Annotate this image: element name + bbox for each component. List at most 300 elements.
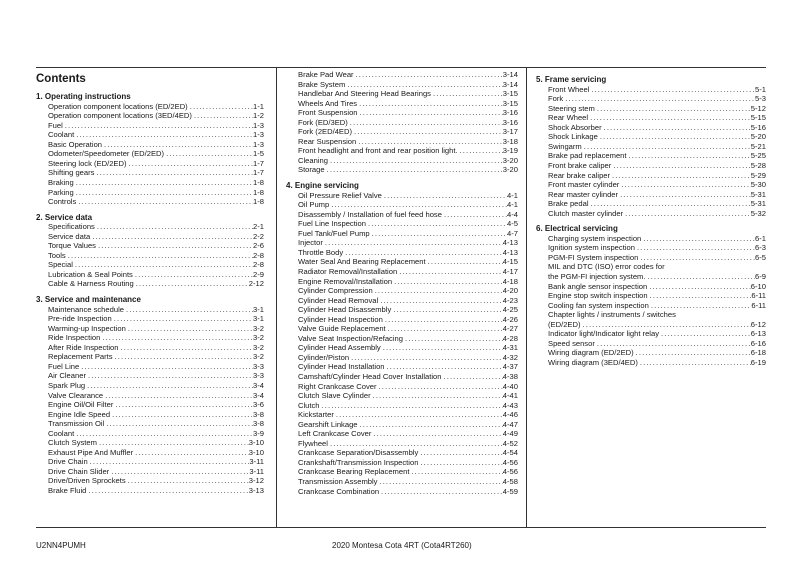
- toc-entry[interactable]: [548, 339, 766, 349]
- dot-leader: [126, 324, 253, 334]
- column-divider: [526, 67, 527, 527]
- toc-page-number: 5-21: [750, 141, 766, 151]
- dot-leader: [102, 140, 253, 150]
- dot-leader: [134, 279, 249, 289]
- toc-entry[interactable]: [548, 320, 766, 330]
- toc-entry-title: Engine Removal/Installation: [298, 276, 393, 286]
- toc-entry-title: Controls: [48, 197, 77, 207]
- toc-entry[interactable]: [548, 209, 766, 219]
- toc-entry-title: Rear master cylinder: [548, 189, 619, 199]
- section-title: 4. Engine servicing: [286, 181, 359, 191]
- toc-page-number: 5-3: [755, 94, 766, 104]
- toc-entry-title: Shock Absorber: [548, 122, 602, 132]
- toc-entry[interactable]: [48, 419, 264, 429]
- toc-page-number: 3-18: [502, 136, 518, 146]
- toc-entry-title: Front brake caliper: [548, 160, 612, 170]
- dot-leader: [635, 243, 755, 253]
- toc-entry[interactable]: [298, 165, 518, 175]
- toc-entry[interactable]: [48, 391, 264, 401]
- toc-entry-title: Indicator light/Indicator light relay: [548, 329, 660, 339]
- toc-page-number: 3-3: [253, 361, 264, 371]
- toc-entry-title: Cable & Harness Routing: [48, 279, 134, 289]
- dot-leader: [127, 159, 254, 169]
- toc-entry-list: [286, 70, 518, 175]
- dot-leader: [588, 113, 751, 123]
- toc-entry-title: Crankcase Bearing Replacement: [298, 467, 410, 477]
- toc-entry[interactable]: [48, 159, 264, 169]
- toc-page-number: 5-31: [750, 199, 766, 209]
- toc-entry[interactable]: [48, 486, 264, 496]
- toc-entry[interactable]: [48, 324, 264, 334]
- toc-column-3: [536, 70, 766, 368]
- toc-entry-title: Crankcase Separation/Disassembly: [298, 448, 419, 458]
- toc-entry[interactable]: [298, 219, 518, 229]
- toc-entry[interactable]: [48, 241, 264, 251]
- toc-entry[interactable]: [548, 348, 766, 358]
- toc-entry-title: Cleaning: [298, 155, 328, 165]
- toc-page-number: 3-2: [253, 352, 264, 362]
- toc-page-number: 3-20: [502, 165, 518, 175]
- dot-leader: [589, 85, 755, 95]
- toc-entry[interactable]: [48, 400, 264, 410]
- toc-entry[interactable]: [48, 251, 264, 261]
- toc-entry[interactable]: [298, 334, 518, 344]
- toc-entry[interactable]: [48, 371, 264, 381]
- toc-entry[interactable]: [298, 305, 518, 315]
- toc-entry[interactable]: [298, 146, 518, 156]
- toc-entry-title: Brake pad replacement: [548, 151, 627, 161]
- dot-leader: [370, 229, 507, 239]
- toc-page-number: 2-6: [253, 241, 264, 251]
- toc-page-number: 3-14: [502, 79, 518, 89]
- toc-entry[interactable]: [48, 130, 264, 140]
- toc-entry[interactable]: [548, 262, 766, 272]
- toc-entry[interactable]: [298, 238, 518, 248]
- toc-entry[interactable]: [548, 291, 766, 301]
- toc-entry-list: [536, 234, 766, 368]
- toc-entry[interactable]: [48, 232, 264, 242]
- dot-leader: [641, 234, 755, 244]
- dot-leader: [328, 156, 503, 166]
- toc-entry-title: Specifications: [48, 222, 95, 232]
- toc-entry-title: Rear Wheel: [548, 113, 589, 123]
- dot-leader: [391, 305, 503, 315]
- toc-entry-title: Cylinder Head Inspection: [298, 314, 383, 324]
- dot-leader: [348, 118, 503, 128]
- dot-leader: [392, 277, 503, 287]
- toc-entry-title: Clutch master cylinder: [548, 208, 624, 218]
- dot-leader: [79, 362, 253, 372]
- toc-entry[interactable]: [298, 248, 518, 258]
- toc-entry-title: Transmission Assembly: [298, 477, 378, 487]
- toc-entry[interactable]: [298, 70, 518, 80]
- toc-entry[interactable]: [48, 438, 264, 448]
- dot-leader: [349, 353, 503, 363]
- toc-entry-title: Engine Oil/Oil Filter: [48, 400, 114, 410]
- toc-entry-title: Right Crankcase Cover: [298, 381, 377, 391]
- toc-entry[interactable]: [48, 111, 264, 121]
- toc-entry[interactable]: [548, 310, 766, 320]
- toc-entry-title: Parking: [48, 187, 74, 197]
- dot-leader: [86, 486, 248, 496]
- toc-page-number: 4-46: [502, 410, 518, 420]
- toc-entry-title: Torque Values: [48, 241, 96, 251]
- toc-entry[interactable]: [298, 382, 518, 392]
- toc-page-number: 4-54: [502, 448, 518, 458]
- toc-entry[interactable]: [298, 118, 518, 128]
- dot-leader: [409, 467, 502, 477]
- dot-leader: [619, 180, 750, 190]
- toc-page-number: 4-47: [502, 419, 518, 429]
- toc-entry[interactable]: [48, 121, 264, 131]
- dot-leader: [647, 282, 751, 292]
- toc-entry[interactable]: [48, 197, 264, 207]
- toc-entry[interactable]: [298, 191, 518, 201]
- dot-leader: [381, 343, 503, 353]
- toc-entry-title: Clutch System: [48, 438, 97, 448]
- dot-leader: [164, 149, 253, 159]
- toc-entry[interactable]: [298, 391, 518, 401]
- toc-page-number: 4-49: [502, 429, 518, 439]
- toc-entry[interactable]: [548, 151, 766, 161]
- toc-page-number: 3-15: [502, 89, 518, 99]
- toc-entry-title: Steering stem: [548, 103, 595, 113]
- toc-entry[interactable]: [48, 352, 264, 362]
- toc-entry[interactable]: [48, 381, 264, 391]
- toc-entry-title: Spark Plug: [48, 381, 86, 390]
- toc-entry[interactable]: [298, 343, 518, 353]
- toc-entry[interactable]: [48, 102, 264, 112]
- toc-entry[interactable]: [548, 123, 766, 133]
- toc-page-number: 3-1: [253, 304, 264, 314]
- dot-leader: [649, 301, 751, 311]
- toc-entry[interactable]: [48, 270, 264, 280]
- dot-leader: [100, 333, 253, 343]
- toc-entry[interactable]: [298, 477, 518, 487]
- toc-page-number: 4-5: [507, 219, 518, 229]
- toc-entry-title: Injector: [298, 238, 323, 248]
- toc-entry-title: Gearshift Linkage: [298, 419, 358, 429]
- toc-entry[interactable]: [298, 362, 518, 372]
- toc-entry[interactable]: [48, 188, 264, 198]
- toc-entry[interactable]: [298, 296, 518, 306]
- toc-entry-title: Disassembly / Installation of fuel feed hose: [298, 209, 442, 219]
- toc-page-number: 2-2: [253, 231, 264, 241]
- toc-entry[interactable]: [48, 314, 264, 324]
- toc-entry[interactable]: [48, 467, 264, 477]
- dot-leader: [610, 171, 751, 181]
- toc-entry-title: Storage: [298, 165, 325, 175]
- toc-entry[interactable]: [548, 180, 766, 190]
- toc-entry-title: After Ride Inspection: [48, 342, 119, 352]
- toc-column-2: [286, 70, 518, 496]
- toc-entry-title: Clutch Slave Cylinder: [298, 391, 371, 401]
- toc-page-number: 4-13: [502, 247, 518, 257]
- toc-entry-title: Front master cylinder: [548, 180, 620, 190]
- dot-leader: [188, 102, 253, 112]
- toc-entry-title: Wiring diagram (3ED/4ED): [548, 357, 638, 367]
- toc-entry-title: Fork (2ED/4ED): [298, 127, 353, 137]
- toc-entry[interactable]: [298, 429, 518, 439]
- dot-leader: [110, 410, 253, 420]
- toc-entry-title: Valve Guide Replacement: [298, 324, 386, 334]
- toc-entry-title: Cylinder Head Disassembly: [298, 305, 392, 315]
- toc-entry[interactable]: [298, 410, 518, 420]
- toc-entry-title: Cylinder Compression: [298, 286, 373, 296]
- dot-leader: [379, 487, 503, 497]
- toc-page-number: 2-8: [253, 250, 264, 260]
- toc-entry-title: Charging system inspection: [548, 233, 642, 243]
- toc-entry[interactable]: [298, 420, 518, 430]
- toc-entry[interactable]: [548, 329, 766, 339]
- toc-entry[interactable]: [48, 429, 264, 439]
- toc-entry[interactable]: [298, 448, 518, 458]
- section-title: 3. Service and maintenance: [36, 295, 141, 305]
- toc-entry[interactable]: [298, 99, 518, 109]
- toc-page-number: 4-56: [502, 457, 518, 467]
- toc-page-number: 4-43: [502, 400, 518, 410]
- toc-page-number: 4-17: [502, 266, 518, 276]
- toc-entry[interactable]: [548, 253, 766, 263]
- dot-leader: [133, 448, 249, 458]
- toc-entry[interactable]: [548, 358, 766, 368]
- toc-page-number: 4-27: [502, 324, 518, 334]
- toc-entry-title: Operation component locations (3ED/4ED): [48, 111, 192, 121]
- toc-page-number: 1-3: [253, 120, 264, 130]
- dot-leader: [418, 458, 502, 468]
- toc-entry-title: Pre-ride Inspection: [48, 314, 112, 324]
- dot-leader: [88, 457, 250, 467]
- toc-entry-title: Speed sensor: [548, 338, 595, 348]
- toc-entry-title: Cylinder Head Installation: [298, 362, 385, 372]
- toc-entry-title: Flywheel: [298, 438, 328, 448]
- toc-entry[interactable]: [298, 200, 518, 210]
- toc-page-number: 6-11: [751, 291, 766, 301]
- toc-entry-title: Fuel: [48, 120, 63, 130]
- toc-entry[interactable]: [298, 467, 518, 477]
- toc-entry-title: Wiring diagram (ED/2ED): [548, 348, 634, 358]
- dot-leader: [397, 267, 503, 277]
- toc-page-number: 3-14: [502, 70, 518, 79]
- toc-page-number: 3-11: [249, 457, 264, 467]
- toc-page-number: 6-16: [750, 338, 766, 348]
- toc-entry-list: [36, 102, 264, 207]
- toc-entry-title: Oil Pump: [298, 200, 330, 210]
- toc-entry[interactable]: [48, 343, 264, 353]
- toc-entry[interactable]: [298, 80, 518, 90]
- toc-entry[interactable]: [298, 372, 518, 382]
- toc-entry[interactable]: [48, 149, 264, 159]
- toc-entry[interactable]: [48, 222, 264, 232]
- toc-entry[interactable]: [548, 301, 766, 311]
- toc-entry[interactable]: [548, 85, 766, 95]
- dot-leader: [109, 467, 249, 477]
- toc-entry[interactable]: [298, 108, 518, 118]
- dot-leader: [373, 286, 503, 296]
- toc-entry[interactable]: [298, 353, 518, 363]
- toc-entry-title: Valve Clearance: [48, 390, 104, 400]
- dot-leader: [638, 358, 751, 368]
- toc-page-number: 1-5: [253, 149, 264, 159]
- toc-entry[interactable]: [48, 476, 264, 486]
- toc-entry[interactable]: [548, 132, 766, 142]
- dot-leader: [95, 222, 253, 232]
- toc-entry[interactable]: [48, 457, 264, 467]
- toc-entry[interactable]: [48, 333, 264, 343]
- dot-leader: [357, 99, 503, 109]
- toc-entry-title: Valve Seat Inspection/Refacing: [298, 333, 403, 343]
- toc-entry-list: [36, 222, 264, 289]
- section-title: 2. Service data: [36, 212, 93, 222]
- toc-page-number: 3-11: [249, 466, 264, 476]
- dot-leader: [334, 410, 503, 420]
- toc-entry[interactable]: [48, 260, 264, 270]
- toc-page-number: 3-4: [253, 381, 264, 390]
- toc-page-number: 6-5: [755, 252, 766, 262]
- toc-entry[interactable]: [298, 458, 518, 468]
- toc-entry-title: Special: [48, 260, 73, 270]
- dot-leader: [74, 188, 253, 198]
- toc-entry[interactable]: [298, 277, 518, 287]
- toc-page-number: 1-8: [253, 187, 264, 197]
- toc-entry-list: [536, 85, 766, 219]
- toc-page-number: 4-13: [502, 238, 518, 248]
- toc-entry-list: [36, 305, 264, 496]
- toc-page-number: 1-7: [253, 158, 264, 168]
- toc-entry[interactable]: [548, 199, 766, 209]
- toc-entry[interactable]: [298, 156, 518, 166]
- toc-entry-title: Cooling fan system inspection: [548, 300, 649, 310]
- toc-entry[interactable]: [548, 243, 766, 253]
- dot-leader: [124, 305, 253, 315]
- toc-entry[interactable]: [298, 267, 518, 277]
- toc-page-number: 4-15: [502, 257, 518, 267]
- toc-entry[interactable]: [298, 315, 518, 325]
- toc-entry-title: Fuel Line Inspection: [298, 219, 366, 229]
- toc-entry-title: Drive Chain: [48, 457, 88, 467]
- toc-entry-title: PGM-FI System inspection: [548, 252, 639, 262]
- toc-page-number: 4-58: [502, 477, 518, 487]
- dot-leader: [320, 401, 503, 411]
- toc-entry-title: Steering lock (ED/2ED): [48, 158, 127, 168]
- toc-entry-title: (ED/2ED): [548, 319, 581, 329]
- toc-page-number: 5-20: [750, 132, 766, 142]
- toc-entry[interactable]: [48, 448, 264, 458]
- toc-entry[interactable]: [298, 89, 518, 99]
- dot-leader: [74, 130, 253, 140]
- toc-page-number: 1-7: [253, 168, 264, 178]
- toc-page-number: 5-25: [750, 151, 766, 161]
- toc-page-number: 4-59: [502, 486, 518, 496]
- dot-leader: [325, 165, 503, 175]
- toc-entry[interactable]: [298, 137, 518, 147]
- toc-page-number: 5-29: [750, 170, 766, 180]
- toc-page-number: 3-8: [253, 419, 264, 429]
- toc-entry[interactable]: [48, 168, 264, 178]
- dot-leader: [403, 334, 503, 344]
- toc-entry[interactable]: [298, 401, 518, 411]
- dot-leader: [595, 339, 751, 349]
- toc-entry[interactable]: [298, 324, 518, 334]
- toc-entry-title: Engine stop switch inspection: [548, 291, 648, 301]
- toc-page-number: 6-11: [751, 300, 766, 310]
- toc-entry[interactable]: [298, 210, 518, 220]
- toc-entry[interactable]: [48, 140, 264, 150]
- toc-page-number: 5-31: [750, 189, 766, 199]
- toc-entry[interactable]: [48, 279, 264, 289]
- dot-leader: [378, 296, 503, 306]
- dot-leader: [343, 248, 503, 258]
- toc-entry-title: Left Crankcase Cover: [298, 429, 372, 439]
- toc-page-number: 4-40: [502, 381, 518, 391]
- toc-entry-title: Fork: [548, 94, 564, 104]
- dot-leader: [385, 362, 503, 372]
- bottom-rule: [36, 527, 766, 528]
- toc-entry[interactable]: [548, 104, 766, 114]
- toc-entry-title: Exhaust Pipe And Muffler: [48, 447, 134, 457]
- toc-entry[interactable]: [298, 257, 518, 267]
- dot-leader: [74, 429, 253, 439]
- toc-entry-list: [286, 191, 518, 497]
- toc-page-number: 3-16: [502, 108, 518, 118]
- toc-page-number: 3-17: [502, 127, 518, 137]
- toc-entry-title: Coolant: [48, 130, 75, 140]
- toc-page-number: 4-23: [502, 295, 518, 305]
- toc-entry[interactable]: [298, 127, 518, 137]
- toc-entry-title: Camshaft/Cylinder Head Cover Installation: [298, 372, 442, 381]
- dot-leader: [76, 197, 253, 207]
- toc-entry[interactable]: [548, 190, 766, 200]
- toc-entry[interactable]: [548, 272, 766, 282]
- toc-entry[interactable]: [298, 439, 518, 449]
- dot-leader: [103, 391, 253, 401]
- toc-entry[interactable]: [548, 234, 766, 244]
- dot-leader: [358, 420, 503, 430]
- toc-entry-title: Ignition system inspection: [548, 243, 635, 253]
- toc-entry[interactable]: [48, 305, 264, 315]
- toc-entry[interactable]: [548, 113, 766, 123]
- toc-entry[interactable]: [548, 142, 766, 152]
- toc-entry-title: Service data: [48, 231, 91, 241]
- toc-entry-title: Handlebar And Steering Head Bearings: [298, 89, 431, 99]
- toc-page-number: 5-28: [750, 160, 766, 170]
- toc-page-number: 1-8: [253, 177, 264, 187]
- toc-entry[interactable]: [298, 487, 518, 497]
- toc-entry[interactable]: [48, 362, 264, 372]
- toc-entry[interactable]: [48, 410, 264, 420]
- toc-entry[interactable]: [548, 94, 766, 104]
- toc-entry-title: Water Seal And Bearing Replacement: [298, 257, 426, 267]
- toc-entry[interactable]: [298, 286, 518, 296]
- toc-entry[interactable]: [548, 282, 766, 292]
- toc-page-number: 3-16: [502, 117, 518, 127]
- toc-entry[interactable]: [48, 178, 264, 188]
- toc-entry-title: the PGM-FI injection system.: [548, 272, 646, 282]
- dot-leader: [328, 439, 503, 449]
- toc-entry-title: Radiator Removal/Installation: [298, 266, 398, 276]
- toc-entry-title: Brake Pad Wear: [298, 70, 354, 79]
- dot-leader: [192, 111, 253, 121]
- toc-entry[interactable]: [548, 161, 766, 171]
- dot-leader: [358, 108, 503, 118]
- toc-entry-title: Cylinder Head Assembly: [298, 343, 381, 353]
- toc-entry[interactable]: [548, 171, 766, 181]
- dot-leader: [431, 89, 503, 99]
- toc-entry[interactable]: [298, 229, 518, 239]
- dot-leader: [97, 438, 249, 448]
- toc-page-number: 5-32: [750, 208, 766, 218]
- toc-page-number: 6-19: [750, 357, 766, 367]
